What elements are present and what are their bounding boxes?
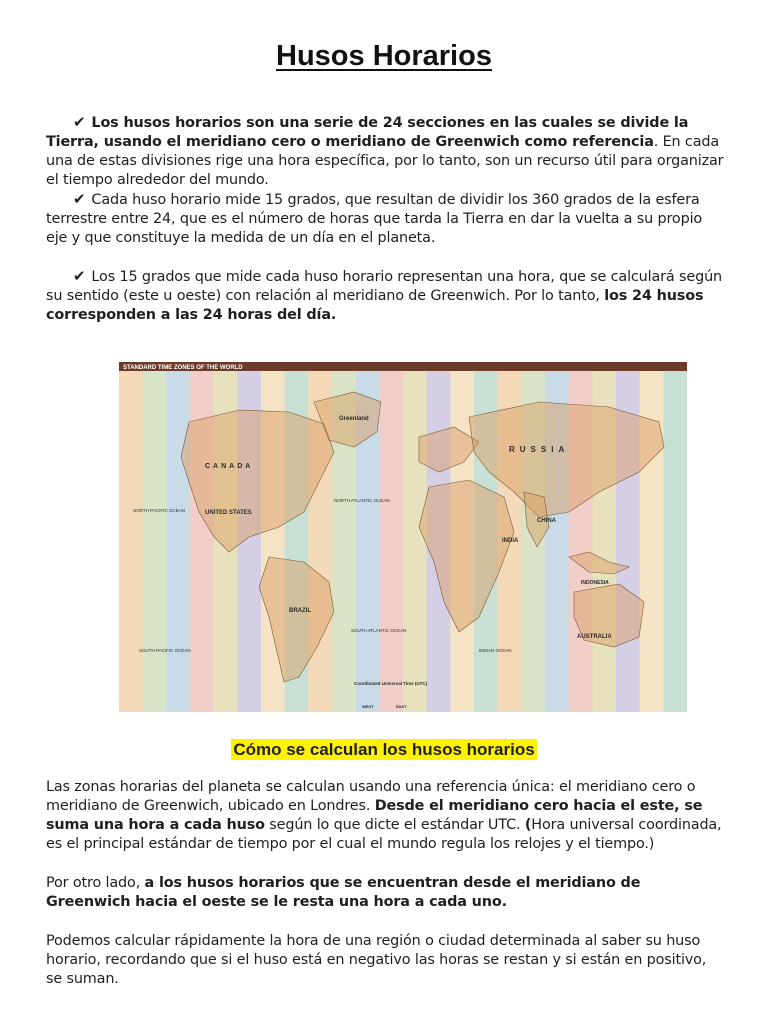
map-label-utc: Coordinated Universal Time (UTC) [354, 681, 428, 686]
map-label-north-pacific: NORTH PACIFIC OCEAN [133, 508, 185, 513]
page-title: Husos Horarios [276, 40, 492, 72]
time-zones-map [119, 362, 687, 712]
section-heading [0, 740, 768, 760]
time-zone-band [166, 371, 190, 712]
checkmark-icon: ✔ [73, 113, 86, 131]
time-zone-band [143, 371, 167, 712]
checkmark-icon: ✔ [73, 190, 86, 208]
map-label-indian-ocean: INDIAN OCEAN [479, 648, 512, 653]
map-label-china: CHINA [537, 518, 556, 524]
map-label-indonesia: INDONESIA [581, 580, 609, 586]
map-label-united-states: UNITED STATES [205, 510, 252, 516]
map-label-north-atlantic: NORTH ATLANTIC OCEAN [334, 498, 390, 503]
time-zone-band [379, 371, 403, 712]
paragraph-utc-reference: Las zonas horarias del planeta se calculan usando una referencia única: el meridiano cero o meridiano de Greenwich, ubicado en Londres. Desde el meridiano cero hacia el este, se suma una hora a cada huso según lo que dicte el estándar UTC. (Hora universal coordinada, es el principal estándar de tiempo por el cual el mundo regula los relojes y el tiempo.) [46, 779, 722, 852]
checkmark-icon: ✔ [73, 267, 86, 285]
map-label-greenland: Greenland [339, 416, 369, 422]
map-label-russia: RUSSIA [509, 445, 570, 454]
bullet-paragraph-1: ✔ Los husos horarios son una serie de 24 secciones en las cuales se divide la Tierra, usando el meridiano cero o meridiano de Greenwich como referencia. En cada una de estas divisiones rige una hora específica, por lo tanto, son un recurso útil para organizar el tiempo alrededor del mundo. [46, 113, 724, 188]
map-label-south-atlantic: SOUTH ATLANTIC OCEAN [351, 628, 407, 633]
map-label-south-pacific: SOUTH PACIFIC OCEAN [139, 648, 191, 653]
map-label-brazil: BRAZIL [289, 608, 311, 614]
bullet-paragraph-3: ✔ Los 15 grados que mide cada huso horario representan una hora, que se calculará según su sentido (este u oeste) con relación al meridiano de Greenwich. Por lo tanto, los 24 husos corresponden a las 24 horas del día. [46, 267, 723, 323]
map-label-india: INDIA [502, 538, 519, 544]
map-label-east: EAST [396, 704, 407, 709]
map-header-label: STANDARD TIME ZONES OF THE WORLD [123, 365, 243, 371]
section-heading-text: Cómo se calculan los husos horarios [233, 740, 535, 759]
time-zone-band [403, 371, 427, 712]
map-label-canada: CANADA [205, 463, 254, 470]
map-label-australia: AUSTRALIA [577, 634, 612, 640]
map-label-west: WEST [362, 704, 374, 709]
paragraph-west-subtract: Por otro lado, a los husos horarios que se encuentran desde el meridiano de Greenwich hacia el oeste se le resta una hora a cada uno. [46, 875, 641, 910]
bullet-paragraph-2: ✔ Cada huso horario mide 15 grados, que resultan de dividir los 360 grados de la esfera terrestre entre 24, que es el número de horas que tarda la Tierra en dar la vuelta a su propio eje y que constituye la medida de un día en el planeta. [46, 190, 703, 246]
paragraph-calculation: Podemos calcular rápidamente la hora de una región o ciudad determinada al saber su huso horario, recordando que si el huso está en negativo las horas se restan y si están en positivo, se suman. [46, 933, 707, 987]
time-zone-band [119, 371, 143, 712]
time-zone-band [663, 371, 687, 712]
